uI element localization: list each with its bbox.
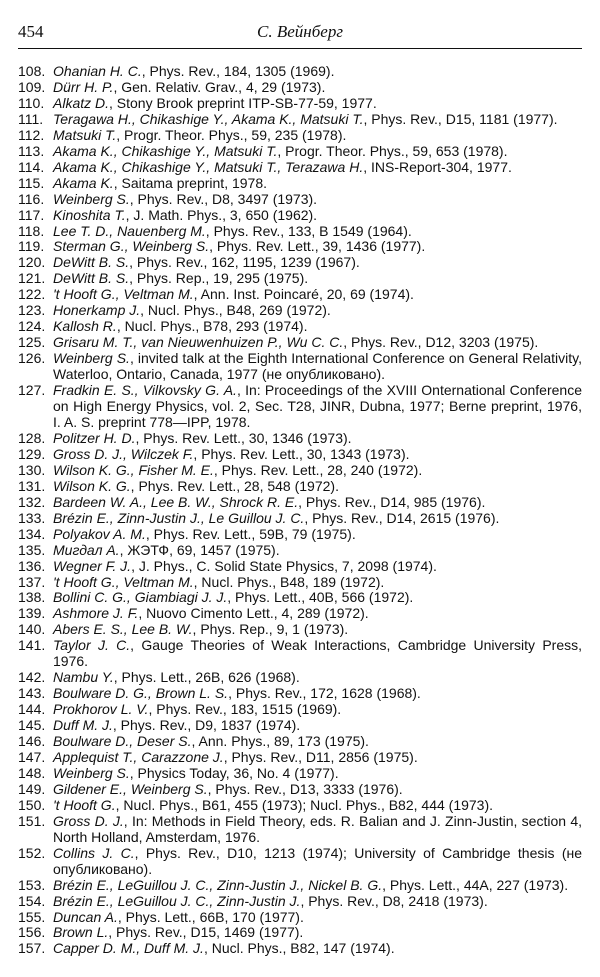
reference-number: 117.	[18, 206, 45, 223]
reference-item	[18, 750, 582, 766]
reference-details: , Phys. Rev., D13, 3333 (1976).	[207, 780, 403, 797]
reference-authors: Politzer H. D.	[53, 429, 136, 446]
reference-details: , Progr. Theor. Phys., 59, 653 (1978).	[277, 142, 508, 159]
reference-item	[18, 941, 582, 957]
reference-number: 139.	[18, 605, 46, 622]
reference-number: 143.	[18, 685, 46, 702]
reference-details: , Ann. Inst. Poincaré, 20, 69 (1974).	[193, 286, 414, 303]
reference-authors: Prokhorov L. V.	[53, 701, 149, 718]
reference-details: , Physics Today, 36, No. 4 (1977).	[129, 764, 339, 781]
reference-authors: Collins J. C.	[53, 844, 135, 861]
reference-details: , Phys. Rev. Lett., 59B, 79 (1975).	[145, 525, 356, 542]
reference-details: , Phys. Rep., 9, 1 (1973).	[192, 621, 349, 638]
reference-item	[18, 670, 582, 686]
reference-authors: Brézin E., Zinn-Justin J., Le Guillou J. C.	[53, 509, 305, 526]
reference-item	[18, 894, 582, 910]
reference-number: 118.	[18, 222, 45, 239]
reference-number: 147.	[18, 748, 46, 765]
reference-details: , Phys. Rev., D15, 1469 (1977).	[108, 924, 304, 941]
reference-authors: Lee T. D., Nauenberg M.	[53, 222, 206, 239]
reference-details: , Phys. Rev., D8, 2418 (1973).	[300, 892, 488, 909]
reference-authors: DeWitt B. S.	[53, 270, 130, 287]
reference-number: 151.	[18, 812, 46, 829]
reference-authors: Ashmore J. F.	[53, 605, 139, 622]
reference-number: 140.	[18, 621, 46, 638]
reference-item	[18, 622, 582, 638]
reference-details: , Nucl. Phys., B82, 147 (1974).	[203, 940, 395, 957]
reference-item	[18, 575, 582, 591]
reference-item	[18, 718, 582, 734]
reference-authors: Duncan A.	[53, 908, 118, 925]
reference-authors: Abers E. S., Lee B. W.	[53, 621, 193, 638]
reference-number: 133.	[18, 509, 46, 526]
reference-details: , Phys. Rev., D14, 2615 (1976).	[304, 509, 500, 526]
reference-details: , J. Phys., C. Solid State Physics, 7, 2098 (1974).	[131, 557, 437, 574]
reference-details: , Phys. Rep., 19, 295 (1975).	[129, 270, 309, 287]
reference-authors: Taylor J. C.	[53, 637, 131, 654]
reference-number: 128.	[18, 429, 46, 446]
reference-number: 115.	[18, 174, 45, 191]
reference-number: 135.	[18, 541, 46, 558]
reference-authors: Capper D. M., Duff M. J.	[53, 940, 204, 957]
reference-details: , Phys. Lett., 66B, 170 (1977).	[117, 908, 304, 925]
reference-item	[18, 287, 582, 303]
reference-item	[18, 846, 582, 878]
reference-item	[18, 606, 582, 622]
reference-authors: Wegner F. J.	[53, 557, 132, 574]
reference-number: 111.	[18, 110, 44, 127]
reference-authors: Dürr H. P.	[53, 78, 114, 95]
reference-item	[18, 176, 582, 192]
reference-details: , Phys. Rev. Lett., 30, 1343 (1973).	[193, 445, 410, 462]
reference-number: 121.	[18, 270, 46, 287]
reference-number: 138.	[18, 589, 46, 606]
reference-number: 110.	[18, 94, 45, 111]
reference-number: 112.	[18, 126, 45, 143]
reference-item	[18, 878, 582, 894]
reference-number: 120.	[18, 254, 46, 271]
reference-item	[18, 527, 582, 543]
reference-number: 142.	[18, 669, 46, 686]
reference-item	[18, 734, 582, 750]
reference-authors: Akama K.	[53, 174, 114, 191]
reference-item	[18, 814, 582, 846]
reference-item	[18, 766, 582, 782]
reference-item	[18, 64, 582, 80]
reference-authors: Duff M. J.	[53, 717, 113, 734]
reference-item	[18, 590, 582, 606]
reference-item	[18, 239, 582, 255]
reference-details: , J. Math. Phys., 3, 650 (1962).	[125, 206, 318, 223]
reference-details: , Phys. Rev., D14, 985 (1976).	[298, 493, 486, 510]
reference-number: 134.	[18, 525, 46, 542]
reference-number: 144.	[18, 701, 46, 718]
reference-authors: Brown L.	[53, 924, 109, 941]
reference-authors: Grisaru M. T., van Nieuwenhuizen P., Wu C. C.	[53, 334, 344, 351]
reference-item	[18, 192, 582, 208]
reference-item	[18, 208, 582, 224]
page-number: 454	[18, 22, 44, 41]
reference-authors: Kallosh R.	[53, 318, 117, 335]
reference-item	[18, 686, 582, 702]
reference-number: 116.	[18, 190, 45, 207]
reference-authors: Weinberg S.	[53, 190, 130, 207]
reference-item	[18, 128, 582, 144]
reference-authors: Akama K., Chikashige Y., Matsuki T.	[53, 142, 278, 159]
reference-authors: Polyakov A. M.	[53, 525, 146, 542]
reference-number: 119.	[18, 238, 45, 255]
reference-number: 153.	[18, 876, 46, 893]
reference-authors: Nambu Y.	[53, 669, 114, 686]
reference-item	[18, 431, 582, 447]
reference-details: , Nucl. Phys., B78, 293 (1974).	[116, 318, 308, 335]
reference-details: , invited talk at the Eighth International Conference on General Relativity, Waterloo, Ontario, Canada, 1977 (не опубликовано).	[53, 350, 582, 383]
reference-number: 131.	[18, 477, 46, 494]
reference-details: , Phys. Rev., D11, 2856 (1975).	[223, 748, 418, 765]
reference-details: , Phys. Rev., 133, B 1549 (1964).	[205, 222, 412, 239]
reference-details: , In: Proceedings of the XVIII Onternational Conference on High Energy Physics, vol. 2, Sec. T28, JINR, Dubna, 1977; Berne preprint, 1976, I. A. S. preprint 778—IPP, 1978.	[53, 382, 582, 430]
reference-authors: Weinberg S.	[53, 764, 130, 781]
reference-details: , Phys. Rev., 184, 1305 (1969).	[141, 63, 335, 79]
reference-authors: Sterman G., Weinberg S.	[53, 238, 210, 255]
reference-item	[18, 782, 582, 798]
reference-authors: Teragawa H., Chikashige Y., Akama K., Matsuki T.	[53, 110, 364, 127]
reference-number: 109.	[18, 78, 46, 95]
reference-number: 114.	[18, 158, 45, 175]
reference-authors: Weinberg S.	[53, 350, 130, 367]
reference-details: , Phys. Rev., 183, 1515 (1969).	[148, 701, 342, 718]
reference-number: 136.	[18, 557, 46, 574]
reference-details: , Nucl. Phys., B48, 189 (1972).	[193, 573, 385, 590]
reference-authors: 't Hooft G., Veltman M.	[53, 573, 194, 590]
reference-details: , Phys. Lett., 26B, 626 (1968).	[113, 669, 300, 686]
reference-authors: Applequist T., Carazzone J.	[53, 748, 224, 765]
reference-item	[18, 112, 582, 128]
reference-number: 155.	[18, 908, 46, 925]
reference-details: , Saitama preprint, 1978.	[113, 174, 268, 191]
reference-item	[18, 383, 582, 431]
reference-number: 146.	[18, 733, 46, 750]
reference-number: 123.	[18, 302, 46, 319]
reference-item	[18, 798, 582, 814]
reference-number: 127.	[18, 382, 46, 399]
reference-details: , Stony Brook preprint ITP-SB-77-59, 1977.	[109, 94, 377, 111]
reference-item	[18, 511, 582, 527]
reference-number: 132.	[18, 493, 46, 510]
reference-item	[18, 144, 582, 160]
reference-authors: Wilson K. G.	[53, 477, 131, 494]
reference-list	[18, 64, 582, 957]
reference-details: , Nucl. Phys., B48, 269 (1972).	[140, 302, 331, 319]
reference-number: 122.	[18, 286, 46, 303]
reference-details: , Phys. Rev. Lett., 39, 1436 (1977).	[209, 238, 426, 255]
reference-number: 152.	[18, 844, 46, 861]
reference-number: 130.	[18, 461, 46, 478]
reference-item	[18, 910, 582, 926]
reference-number: 124.	[18, 318, 46, 335]
reference-details: , Phys. Rev., D12, 3203 (1975).	[343, 334, 539, 351]
reference-number: 113.	[18, 142, 45, 159]
header-rule	[18, 48, 582, 49]
reference-authors: Bollini C. G., Giambiagi J. J.	[53, 589, 228, 606]
reference-details: , INS-Report-304, 1977.	[363, 158, 512, 175]
reference-item	[18, 319, 582, 335]
reference-authors: Boulware D. G., Brown L. S.	[53, 685, 229, 702]
reference-authors: Gross D. J., Wilczek F.	[53, 445, 194, 462]
reference-number: 156.	[18, 924, 46, 941]
reference-number: 141.	[18, 637, 46, 654]
reference-authors: Alkatz D.	[53, 94, 110, 111]
reference-authors: Boulware D., Deser S.	[53, 733, 192, 750]
reference-authors: DeWitt B. S.	[53, 254, 130, 271]
reference-number: 157.	[18, 940, 46, 957]
page-header	[18, 22, 582, 44]
reference-number: 149.	[18, 780, 46, 797]
reference-authors: Akama K., Chikashige Y., Matsuki T., Terazawa H.	[53, 158, 364, 175]
reference-number: 154.	[18, 892, 46, 909]
reference-item	[18, 463, 582, 479]
reference-number: 148.	[18, 764, 46, 781]
reference-authors: Wilson K. G., Fisher M. E.	[53, 461, 214, 478]
reference-number: 137.	[18, 573, 46, 590]
reference-details: , Phys. Rev., 162, 1195, 1239 (1967).	[129, 254, 360, 271]
reference-authors: Bardeen W. A., Lee B. W., Shrock R. E.	[53, 493, 299, 510]
reference-number: 126.	[18, 350, 46, 367]
reference-item	[18, 335, 582, 351]
reference-item	[18, 80, 582, 96]
reference-details: , Nuovo Cimento Lett., 4, 289 (1972).	[138, 605, 369, 622]
reference-details: , Phys. Rev., D15, 1181 (1977).	[363, 110, 558, 127]
reference-item	[18, 255, 582, 271]
reference-item	[18, 638, 582, 670]
reference-details: , Ann. Phys., 89, 173 (1975).	[191, 733, 369, 750]
reference-authors: 't Hooft G.	[53, 796, 116, 813]
reference-details: , ЖЭТФ, 69, 1457 (1975).	[119, 541, 280, 558]
reference-details: , Phys. Rev. Lett., 28, 240 (1972).	[213, 461, 423, 478]
reference-authors: Honerkamp J.	[53, 302, 141, 319]
reference-details: , Phys. Lett., 44A, 227 (1973).	[382, 876, 569, 893]
reference-authors: Gildener E., Weinberg S.	[53, 780, 208, 797]
reference-number: 129.	[18, 445, 46, 462]
reference-item	[18, 479, 582, 495]
reference-item	[18, 495, 582, 511]
reference-item	[18, 271, 582, 287]
reference-item	[18, 96, 582, 112]
reference-number: 108.	[18, 63, 46, 79]
reference-authors: Мигдал А.	[53, 541, 120, 558]
reference-item	[18, 447, 582, 463]
reference-item	[18, 303, 582, 319]
reference-authors: Gross D. J.	[53, 812, 124, 829]
reference-details: , Phys. Lett., 40B, 566 (1972).	[227, 589, 414, 606]
reference-item	[18, 543, 582, 559]
reference-number: 150.	[18, 796, 46, 813]
reference-authors: 't Hooft G., Veltman M.	[53, 286, 194, 303]
running-title: С. Вейнберг	[257, 22, 343, 41]
reference-item	[18, 351, 582, 383]
reference-item	[18, 224, 582, 240]
reference-authors: Brézin E., LeGuillou J. C., Zinn-Justin J.	[53, 892, 301, 909]
reference-details: , Phys. Rev. Lett., 28, 548 (1972).	[130, 477, 339, 494]
reference-item	[18, 160, 582, 176]
reference-details: , Nucl. Phys., B61, 455 (1973); Nucl. Phys., B82, 444 (1973).	[115, 796, 494, 813]
reference-details: , Phys. Rev., D8, 3497 (1973).	[129, 190, 318, 207]
reference-item	[18, 559, 582, 575]
reference-details: , Gauge Theories of Weak Interactions, Cambridge University Press, 1976.	[53, 637, 582, 670]
reference-details: , Gen. Relativ. Grav., 4, 29 (1973).	[113, 78, 326, 95]
reference-details: , Phys. Rev., 172, 1628 (1968).	[228, 685, 421, 702]
reference-item	[18, 702, 582, 718]
reference-authors: Brézin E., LeGuillou J. C., Zinn-Justin J., Nickel B. G.	[53, 876, 383, 893]
reference-details: , Phys. Rev., D9, 1837 (1974).	[112, 717, 301, 734]
reference-details: , Phys. Rev., D10, 1213 (1974); University of Cambridge thesis (не опубликовано).	[53, 844, 582, 877]
reference-number: 125.	[18, 334, 46, 351]
reference-item	[18, 925, 582, 941]
reference-details: , Phys. Rev. Lett., 30, 1346 (1973).	[135, 429, 352, 446]
reference-details: , In: Methods in Field Theory, eds. R. Balian and J. Zinn-Justin, section 4, North Holland, Amsterdam, 1976.	[53, 812, 582, 845]
reference-authors: Matsuki T.	[53, 126, 117, 143]
reference-number: 145.	[18, 717, 46, 734]
reference-authors: Kinoshita T.	[53, 206, 126, 223]
reference-authors: Fradkin E. S., Vilkovsky G. A.	[53, 382, 237, 399]
reference-authors: Ohanian H. C.	[53, 63, 142, 79]
reference-details: , Progr. Theor. Phys., 59, 235 (1978).	[116, 126, 347, 143]
